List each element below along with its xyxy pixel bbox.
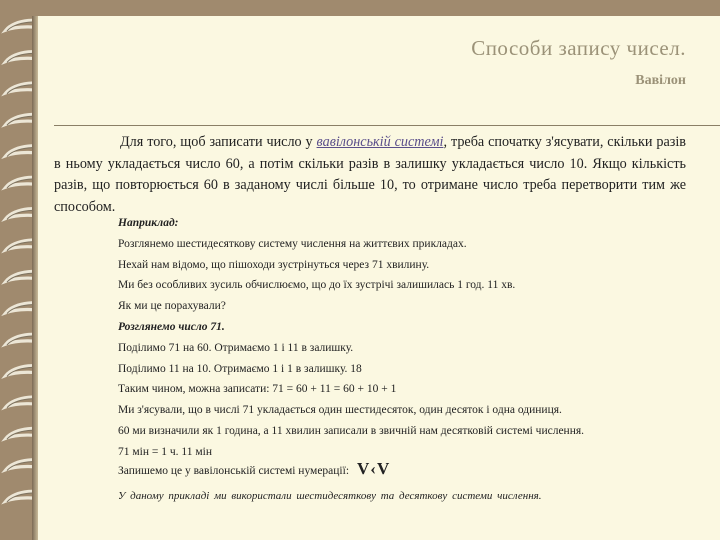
- example-line: Ми з'ясували, що в числі 71 укладається один шестидесяток, один десяток і одна одиниця.: [118, 404, 562, 417]
- slide-title: Способи запису чисел.: [471, 36, 686, 60]
- example-line: Поділимо 11 на 10. Отримаємо 1 і 1 в залишку. 18: [118, 362, 362, 375]
- footer-note: У даному прикладі ми використали шестидесяткову та десяткову системи числення.: [118, 490, 542, 502]
- intro-paragraph: [54, 132, 686, 218]
- babylonian-notation-line: [118, 459, 678, 479]
- example-line: Нехай нам відомо, що пішоходи зустрінуться через 71 хвилину.: [118, 258, 430, 271]
- notation-label: Запишемо це у вавілонській системі нумерації:: [118, 465, 350, 477]
- example-line: Як ми це порахували?: [118, 300, 226, 313]
- babylonian-numeral: V‹V: [357, 459, 391, 478]
- example-line: 71 мін = 1 ч. 11 мін: [118, 445, 212, 458]
- example-line: 60 ми визначили як 1 година, а 11 хвилин записали в звичній нам десятковій системі числення.: [118, 424, 585, 437]
- title-divider: [54, 125, 720, 126]
- intro-text-after: , треба спочатку з'ясувати, скільки разів в ньому укладається число 60, а потім скільки разів в залишку укладається число 10. Якщо кількість разів, що повторюється 60 в заданому числі більше 10, то отримане число треба перетворити тим же способом.: [54, 134, 686, 215]
- example-subheading: Розглянемо число 71.: [118, 320, 225, 333]
- example-lines: [118, 213, 698, 463]
- example-line: Поділимо 71 на 60. Отримаємо 1 і 11 в залишку.: [118, 341, 354, 354]
- babylonian-system-link[interactable]: вавілонській системі: [316, 134, 444, 150]
- slide-subtitle: Вавілон: [635, 73, 686, 88]
- example-line: Ми без особливих зусиль обчислюємо, що до їх зустрічі залишилась 1 год. 11 хв.: [118, 279, 516, 292]
- example-line: Розглянемо шестидесяткову систему числення на життєвих прикладах.: [118, 237, 467, 250]
- intro-text-before: Для того, щоб записати число у: [120, 134, 317, 150]
- example-line: Таким чином, можна записати: 71 = 60 + 11 = 60 + 10 + 1: [118, 383, 397, 396]
- example-heading: Наприклад:: [118, 217, 179, 229]
